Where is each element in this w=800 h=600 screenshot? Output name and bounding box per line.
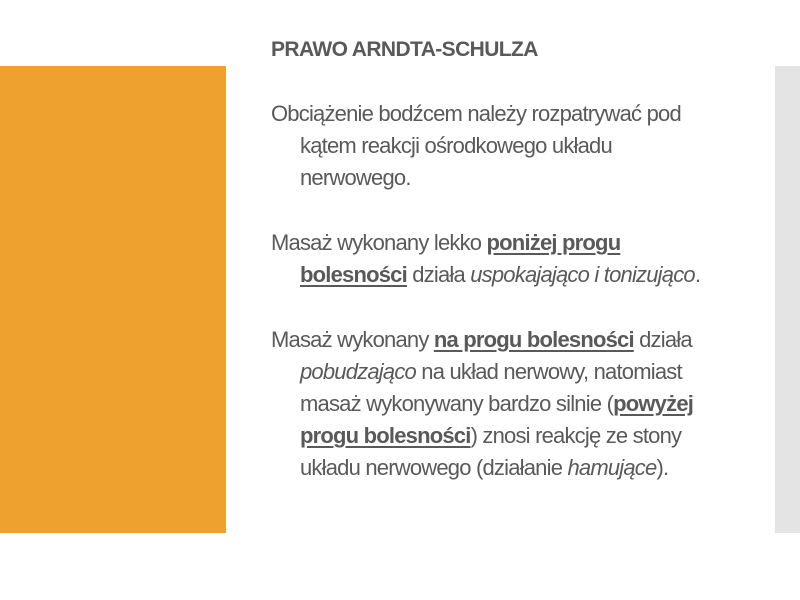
italic-effect-inhibiting: hamujące	[567, 455, 657, 480]
slide-body	[271, 98, 726, 484]
slide-title: PRAWO ARNDTA-SCHULZA	[271, 38, 538, 61]
emphasis-above-threshold: powyżej progu bolesności	[300, 391, 694, 448]
italic-effect-stimulating: pobudzająco	[300, 359, 416, 384]
emphasis-at-threshold: na progu bolesności	[433, 327, 634, 352]
text-run: na układ nerwowy, natomiast masaż wykonywany bardzo silnie (	[300, 359, 682, 416]
paragraph-text: Obciążenie bodźcem należy rozpatrywać pod kątem reakcji ośrodkowego układu nerwowego.	[271, 101, 681, 190]
text-run: ) znosi reakcję ze stony układu nerwowego (działanie	[300, 423, 682, 480]
side-strip	[775, 66, 800, 533]
emphasis-below-threshold: poniżej progu bolesności	[300, 230, 621, 287]
paragraph-at-pain-threshold	[271, 324, 726, 484]
text-run: Masaż wykonany	[271, 327, 434, 352]
text-run: .	[694, 262, 701, 287]
text-run: działa	[406, 262, 471, 287]
paragraph-stimulus-load	[271, 98, 726, 194]
paragraph-below-pain-threshold	[271, 227, 726, 291]
text-run: Masaż wykonany lekko	[271, 230, 487, 255]
accent-block	[0, 66, 226, 533]
text-run: ).	[656, 455, 669, 480]
text-run: działa	[633, 327, 692, 352]
italic-effect-calming: uspokajająco i tonizująco	[470, 262, 695, 287]
